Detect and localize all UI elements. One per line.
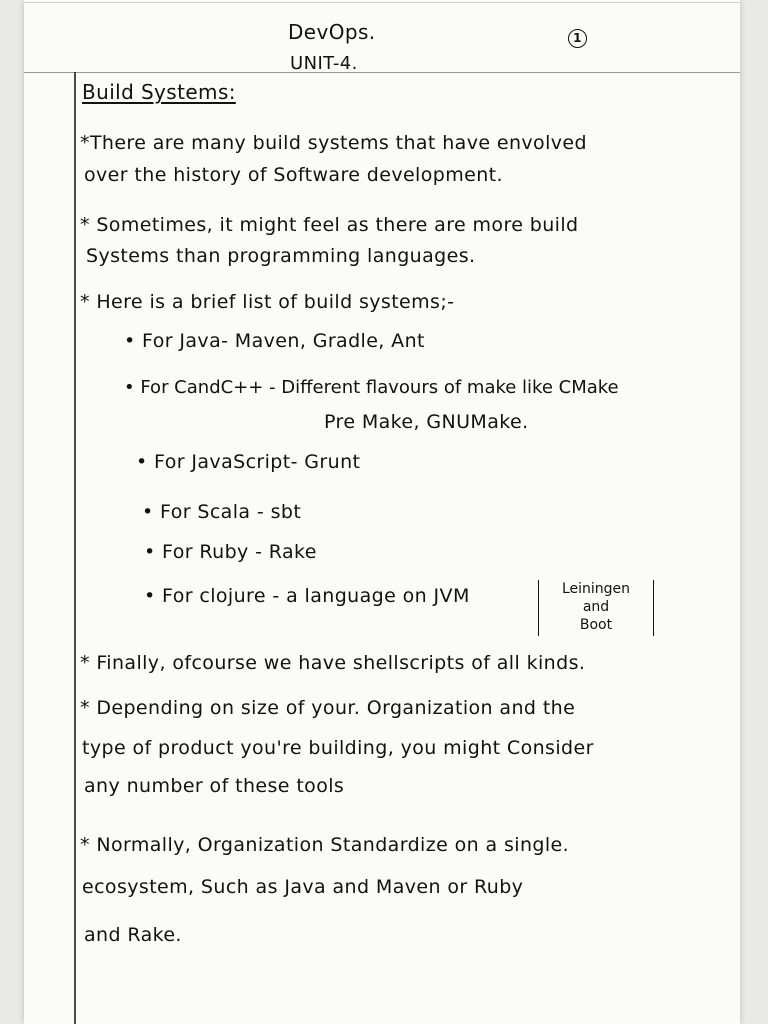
clojure-tools-bracket (538, 580, 654, 636)
bracket-line: and (582, 599, 610, 615)
list-item: • For JavaScript- Grunt (136, 451, 361, 473)
paragraph-line: and Rake. (84, 924, 182, 946)
bracket-line: Leiningen (561, 581, 631, 597)
top-rule (24, 2, 740, 3)
header-rule (24, 72, 740, 73)
notebook-page (24, 0, 740, 1024)
page-number: 1 (568, 29, 587, 48)
margin-line (74, 72, 76, 1024)
bracket-line: Boot (579, 617, 613, 633)
paragraph-line: Systems than programming languages. (86, 245, 476, 267)
list-item: • For CandC++ - Different flavours of make like CMake (124, 377, 619, 398)
paragraph-line: any number of these tools (84, 775, 345, 797)
section-heading: Build Systems: (82, 80, 236, 104)
page-title: DevOps. (288, 20, 376, 44)
list-item: • For Java- Maven, Gradle, Ant (124, 330, 425, 352)
paragraph-line: *There are many build systems that have envolved (80, 132, 587, 154)
paragraph-line: type of product you're building, you might Consider (82, 737, 594, 759)
list-item: • For Ruby - Rake (144, 541, 317, 563)
paragraph-line: * Normally, Organization Standardize on a single. (80, 834, 570, 856)
unit-label: UNIT-4. (290, 53, 358, 74)
list-item: • For clojure - a language on JVM (144, 585, 470, 607)
paragraph-line: over the history of Software development. (84, 164, 503, 186)
paragraph-line: * Sometimes, it might feel as there are more build (80, 214, 579, 236)
list-item-continuation: Pre Make, GNUMake. (324, 411, 529, 433)
paragraph-line: * Here is a brief list of build systems;- (80, 291, 455, 313)
paragraph-line: * Depending on size of your. Organization and the (80, 697, 576, 719)
paragraph-line: * Finally, ofcourse we have shellscripts of all kinds. (80, 652, 586, 674)
paragraph-line: ecosystem, Such as Java and Maven or Ruby (82, 876, 524, 898)
list-item: • For Scala - sbt (142, 501, 302, 523)
